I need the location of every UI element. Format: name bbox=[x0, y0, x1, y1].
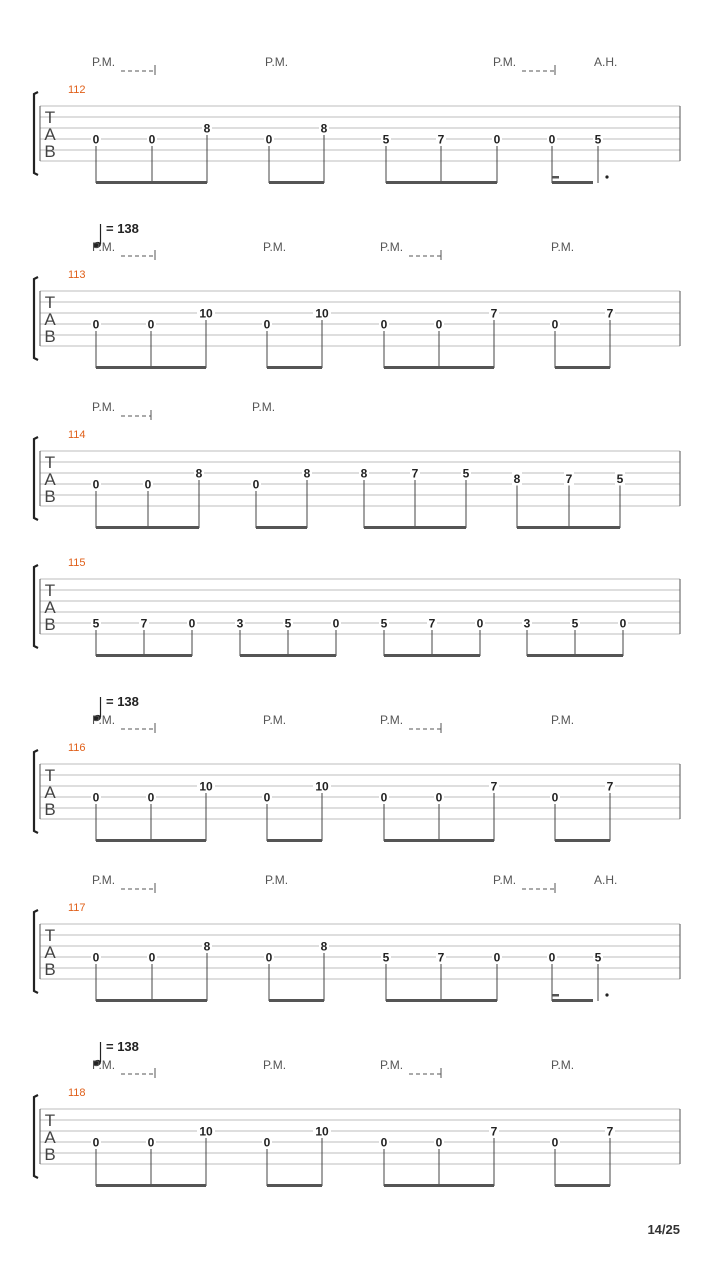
tab-system bbox=[34, 221, 680, 369]
fret-number: 5 bbox=[594, 132, 602, 147]
fret-number: 0 bbox=[147, 790, 155, 805]
tab-clef-letter: T bbox=[44, 926, 56, 945]
fret-number: 5 bbox=[284, 616, 292, 631]
tab-system bbox=[34, 55, 680, 184]
fret-number: 0 bbox=[148, 132, 156, 147]
beam bbox=[256, 526, 307, 529]
palm-mute-label: P.M. bbox=[263, 240, 287, 254]
fret-number: 0 bbox=[619, 616, 627, 631]
measure-number: 113 bbox=[68, 269, 86, 281]
palm-mute-label: P.M. bbox=[92, 240, 116, 254]
fret-number: 10 bbox=[315, 1124, 329, 1139]
fret-number: 0 bbox=[148, 950, 156, 965]
fret-number: 10 bbox=[315, 306, 329, 321]
fret-number: 0 bbox=[265, 950, 273, 965]
sixteenth-beam bbox=[552, 994, 559, 997]
tab-clef-letter: T bbox=[44, 1111, 56, 1130]
fret-number: 3 bbox=[523, 616, 531, 631]
beam bbox=[555, 1184, 610, 1187]
fret-number: 0 bbox=[380, 1135, 388, 1150]
page-number: 14/25 bbox=[647, 1222, 680, 1237]
fret-number: 5 bbox=[92, 616, 100, 631]
beam bbox=[96, 526, 199, 529]
beam bbox=[96, 366, 206, 369]
fret-number: 3 bbox=[236, 616, 244, 631]
fret-number: 0 bbox=[144, 477, 152, 492]
palm-mute-label: P.M. bbox=[265, 873, 289, 887]
fret-number: 0 bbox=[263, 1135, 271, 1150]
fret-number: 10 bbox=[199, 1124, 213, 1139]
fret-number: 0 bbox=[493, 950, 501, 965]
fret-number: 8 bbox=[513, 472, 521, 486]
palm-mute-label: P.M. bbox=[92, 1058, 116, 1072]
fret-number: 0 bbox=[551, 317, 559, 332]
fret-number: 7 bbox=[490, 779, 498, 794]
fret-number: 0 bbox=[548, 132, 556, 147]
fret-number: 0 bbox=[435, 317, 443, 332]
fret-number: 0 bbox=[147, 1135, 155, 1150]
fret-number: 0 bbox=[92, 950, 100, 965]
beam bbox=[96, 839, 206, 842]
fret-number: 7 bbox=[606, 1124, 614, 1139]
fret-number: 0 bbox=[551, 790, 559, 805]
tempo-marking: = 138 bbox=[106, 1039, 139, 1054]
palm-mute-label: P.M. bbox=[265, 55, 289, 69]
fret-number: 0 bbox=[435, 790, 443, 805]
beam bbox=[555, 366, 610, 369]
fret-number: 7 bbox=[490, 1124, 498, 1139]
beam bbox=[267, 839, 322, 842]
fret-number: 0 bbox=[380, 790, 388, 805]
beam bbox=[384, 366, 494, 369]
system-bracket bbox=[34, 277, 38, 360]
palm-mute-label: P.M. bbox=[263, 1058, 287, 1072]
measure-number: 115 bbox=[68, 557, 86, 569]
tab-clef-letter: T bbox=[44, 293, 56, 312]
fret-number: 0 bbox=[147, 317, 155, 332]
tab-clef-letter: B bbox=[44, 800, 56, 819]
palm-mute-label: A.H. bbox=[594, 873, 618, 887]
tab-system bbox=[34, 873, 680, 1002]
palm-mute-label: P.M. bbox=[551, 240, 575, 254]
fret-number: 0 bbox=[548, 950, 556, 965]
fret-number: 5 bbox=[594, 950, 602, 965]
tab-system bbox=[34, 1039, 680, 1187]
beam bbox=[384, 1184, 494, 1187]
rhythm-dot bbox=[605, 175, 608, 178]
beam bbox=[96, 999, 207, 1002]
tab-clef-letter: T bbox=[44, 766, 56, 785]
tab-system bbox=[34, 557, 680, 657]
fret-number: 0 bbox=[332, 616, 340, 631]
fret-number: 5 bbox=[571, 616, 579, 631]
tab-system bbox=[34, 694, 680, 842]
fret-number: 7 bbox=[437, 950, 445, 965]
fret-number: 5 bbox=[616, 472, 624, 486]
fret-number: 0 bbox=[92, 1135, 100, 1150]
fret-number: 0 bbox=[380, 317, 388, 332]
fret-number: 0 bbox=[188, 616, 196, 631]
fret-number: 7 bbox=[140, 616, 148, 631]
fret-number: 5 bbox=[382, 132, 390, 147]
beam bbox=[96, 654, 192, 657]
fret-number: 0 bbox=[551, 1135, 559, 1150]
measure-number: 116 bbox=[68, 742, 86, 754]
beam bbox=[96, 181, 207, 184]
beam bbox=[552, 999, 593, 1002]
fret-number: 8 bbox=[195, 466, 203, 481]
beam bbox=[269, 999, 324, 1002]
beam bbox=[555, 839, 610, 842]
beam bbox=[267, 366, 322, 369]
fret-number: 7 bbox=[565, 472, 573, 486]
palm-mute-label: P.M. bbox=[92, 400, 116, 414]
fret-number: 7 bbox=[437, 132, 445, 147]
fret-number: 0 bbox=[92, 477, 100, 492]
fret-number: 7 bbox=[606, 306, 614, 321]
beam bbox=[552, 181, 593, 184]
beam bbox=[527, 654, 623, 657]
tab-clef-letter: A bbox=[44, 943, 56, 962]
system-bracket bbox=[34, 437, 38, 520]
fret-number: 8 bbox=[203, 939, 211, 954]
fret-number: 8 bbox=[320, 121, 328, 136]
palm-mute-label: P.M. bbox=[493, 55, 517, 69]
fret-number: 0 bbox=[265, 132, 273, 147]
fret-number: 5 bbox=[462, 466, 470, 481]
tab-clef-letter: B bbox=[44, 327, 56, 346]
tab-clef-letter: A bbox=[44, 470, 56, 489]
tab-clef-letter: A bbox=[44, 783, 56, 802]
fret-number: 0 bbox=[263, 790, 271, 805]
rhythm-dot bbox=[605, 993, 608, 996]
fret-number: 5 bbox=[382, 950, 390, 965]
beam bbox=[96, 1184, 206, 1187]
fret-number: 0 bbox=[493, 132, 501, 147]
tempo-marking: = 138 bbox=[106, 221, 139, 236]
palm-mute-label: P.M. bbox=[263, 713, 287, 727]
beam bbox=[269, 181, 324, 184]
fret-number: 10 bbox=[199, 779, 213, 794]
measure-number: 117 bbox=[68, 902, 86, 914]
tempo-marking: = 138 bbox=[106, 694, 139, 709]
tab-clef-letter: T bbox=[44, 581, 56, 600]
fret-number: 7 bbox=[490, 306, 498, 321]
palm-mute-label: P.M. bbox=[493, 873, 517, 887]
fret-number: 0 bbox=[435, 1135, 443, 1150]
tab-clef-letter: A bbox=[44, 310, 56, 329]
fret-number: 5 bbox=[380, 616, 388, 631]
fret-number: 7 bbox=[411, 466, 419, 481]
fret-number: 7 bbox=[428, 616, 436, 631]
measure-number: 112 bbox=[68, 84, 86, 96]
fret-number: 0 bbox=[92, 132, 100, 147]
palm-mute-label: P.M. bbox=[92, 873, 116, 887]
system-bracket bbox=[34, 910, 38, 993]
tab-clef-letter: B bbox=[44, 1145, 56, 1164]
beam bbox=[384, 839, 494, 842]
fret-number: 8 bbox=[203, 121, 211, 136]
beam bbox=[517, 526, 620, 529]
tab-clef-letter: T bbox=[44, 453, 56, 472]
system-bracket bbox=[34, 750, 38, 833]
tab-clef-letter: T bbox=[44, 108, 56, 127]
palm-mute-label: P.M. bbox=[380, 713, 404, 727]
beam bbox=[384, 654, 480, 657]
tab-clef-letter: A bbox=[44, 1128, 56, 1147]
tab-clef-letter: A bbox=[44, 125, 56, 144]
system-bracket bbox=[34, 92, 38, 175]
fret-number: 0 bbox=[92, 790, 100, 805]
sixteenth-beam bbox=[552, 176, 559, 179]
fret-number: 0 bbox=[263, 317, 271, 332]
fret-number: 8 bbox=[320, 939, 328, 954]
palm-mute-label: P.M. bbox=[551, 713, 575, 727]
fret-number: 8 bbox=[360, 466, 368, 481]
tab-clef-letter: B bbox=[44, 487, 56, 506]
beam bbox=[364, 526, 466, 529]
tab-clef-letter: B bbox=[44, 615, 56, 634]
fret-number: 0 bbox=[92, 317, 100, 332]
beam bbox=[240, 654, 336, 657]
measure-number: 118 bbox=[68, 1087, 86, 1099]
tab-clef-letter: B bbox=[44, 142, 56, 161]
fret-number: 8 bbox=[303, 466, 311, 481]
beam bbox=[386, 999, 497, 1002]
system-bracket bbox=[34, 565, 38, 648]
system-bracket bbox=[34, 1095, 38, 1178]
fret-number: 7 bbox=[606, 779, 614, 794]
palm-mute-label: A.H. bbox=[594, 55, 618, 69]
palm-mute-label: P.M. bbox=[551, 1058, 575, 1072]
palm-mute-label: P.M. bbox=[92, 713, 116, 727]
palm-mute-label: P.M. bbox=[92, 55, 116, 69]
fret-number: 0 bbox=[252, 477, 260, 492]
fret-number: 10 bbox=[199, 306, 213, 321]
tab-clef-letter: B bbox=[44, 960, 56, 979]
beam bbox=[386, 181, 497, 184]
palm-mute-label: P.M. bbox=[252, 400, 276, 414]
palm-mute-label: P.M. bbox=[380, 240, 404, 254]
fret-number: 0 bbox=[476, 616, 484, 631]
tab-clef-letter: A bbox=[44, 598, 56, 617]
measure-number: 114 bbox=[68, 429, 86, 441]
palm-mute-label: P.M. bbox=[380, 1058, 404, 1072]
fret-number: 10 bbox=[315, 779, 329, 794]
tab-system bbox=[34, 400, 680, 529]
beam bbox=[267, 1184, 322, 1187]
